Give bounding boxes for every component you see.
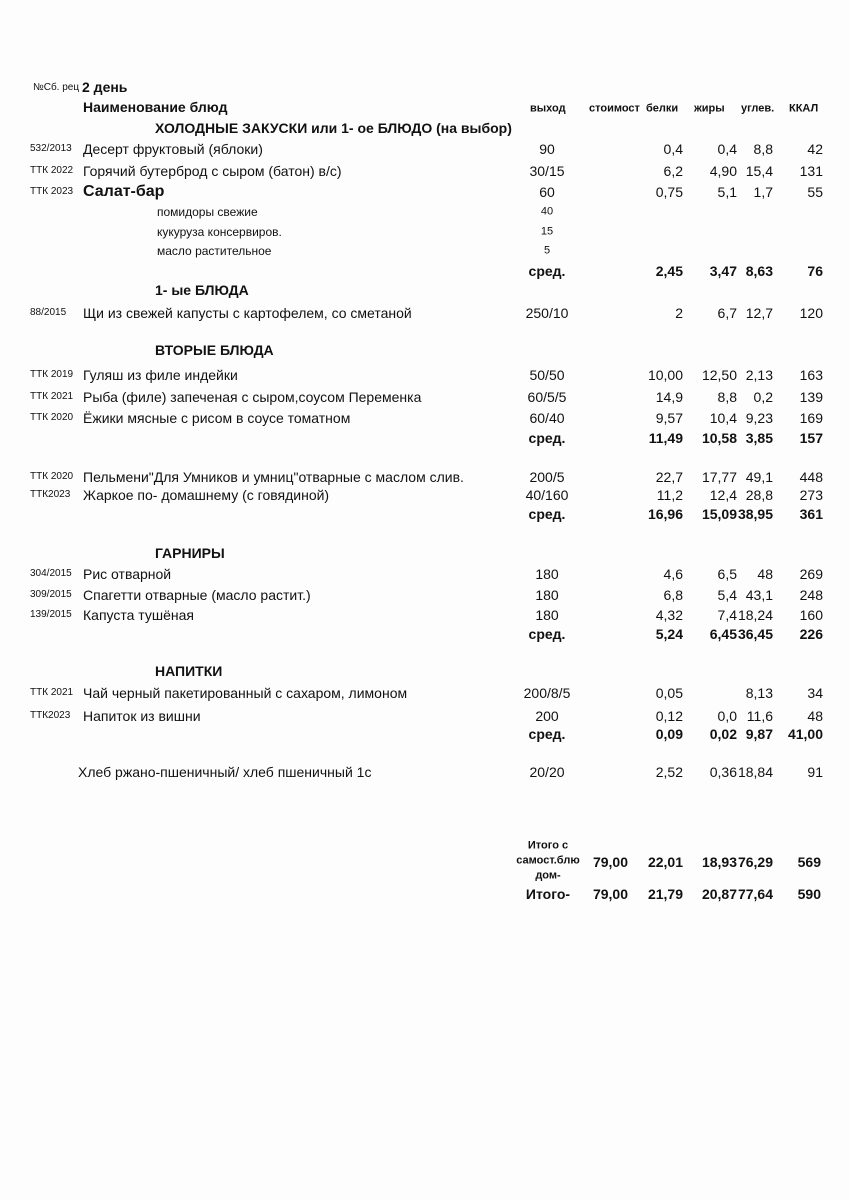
carbs-value: 8,13 (745, 685, 773, 701)
kcal-value: 76 (807, 263, 823, 279)
fat-value: 4,90 (709, 163, 737, 179)
fat-value: 17,77 (701, 469, 737, 485)
dish-name: Гуляш из филе индейки (83, 367, 238, 383)
protein-value: 16,96 (647, 506, 683, 522)
output-value: сред. (528, 430, 566, 446)
dish-name: Рыба (филе) запеченая с сыром,соусом Переменка (83, 389, 422, 405)
recipe-code: ТТК 2021 (30, 391, 74, 402)
output-value: 180 (535, 587, 559, 603)
output-value: 15 (540, 225, 554, 238)
carbs-value: 48 (757, 566, 773, 582)
total-kcal: 569 (797, 854, 821, 870)
output-value: 30/15 (529, 163, 565, 179)
kcal-value: 226 (799, 626, 823, 642)
protein-value: 6,8 (663, 587, 683, 603)
carbs-value: 18,84 (737, 764, 773, 780)
protein-value: 0,75 (655, 184, 683, 200)
column-header-cost: стоимост (589, 102, 640, 115)
fat-value: 15,09 (701, 506, 737, 522)
output-value: сред. (528, 626, 566, 642)
column-header-name: Наименование блюд (83, 99, 228, 115)
section-heading: 1- ые БЛЮДА (155, 282, 249, 298)
dish-name: Ёжики мясные с рисом в соусе томатном (83, 410, 351, 426)
carbs-value: 2,13 (745, 367, 773, 383)
protein-value: 0,12 (655, 708, 683, 724)
total-label-line: самост.блю (516, 854, 580, 867)
grand-total-kcal: 590 (797, 886, 821, 902)
carbs-value: 36,45 (737, 626, 773, 642)
protein-value: 22,7 (655, 469, 683, 485)
recipe-code: ТТК 2019 (30, 369, 74, 380)
recipe-code: 532/2013 (30, 143, 72, 154)
output-value: 60 (539, 184, 555, 200)
kcal-value: 120 (799, 305, 823, 321)
fat-value: 10,4 (709, 410, 737, 426)
protein-value: 14,9 (655, 389, 683, 405)
carbs-value: 38,95 (737, 506, 773, 522)
carbs-value: 11,6 (746, 708, 773, 724)
dish-name: Жаркое по- домашнему (с говядиной) (83, 487, 330, 503)
section-heading: ВТОРЫЕ БЛЮДА (155, 342, 274, 358)
kcal-value: 131 (799, 163, 823, 179)
recipe-code: ТТК 2021 (30, 687, 74, 698)
fat-value: 10,58 (701, 430, 737, 446)
column-header-carbs: углев. (741, 102, 775, 115)
dish-name: Спагетти отварные (масло растит.) (83, 587, 311, 603)
output-value: 5 (543, 244, 551, 257)
kcal-value: 163 (799, 367, 823, 383)
recipe-code: 304/2015 (30, 568, 72, 579)
kcal-value: 160 (799, 607, 823, 623)
carbs-value: 1,7 (753, 184, 773, 200)
recipe-code: ТТК2023 (30, 710, 71, 721)
ingredient-name: помидоры свежие (157, 205, 258, 219)
fat-value: 12,4 (709, 487, 737, 503)
carbs-value: 43,1 (745, 587, 773, 603)
carbs-value: 12,7 (745, 305, 773, 321)
output-value: сред. (528, 263, 566, 279)
protein-value: 4,32 (655, 607, 683, 623)
fat-value: 0,36 (709, 764, 737, 780)
output-value: 200/5 (529, 469, 565, 485)
dish-name: Горячий бутерброд с сыром (батон) в/с) (83, 163, 342, 179)
output-value: 40 (540, 205, 554, 218)
fat-value: 0,4 (717, 141, 737, 157)
dish-name: Пельмени"Для Умников и умниц"отварные с маслом слив. (83, 469, 464, 485)
protein-value: 0,4 (663, 141, 683, 157)
output-value: 250/10 (525, 305, 569, 321)
total-cost: 79,00 (592, 854, 628, 870)
fat-value: 3,47 (709, 263, 737, 279)
protein-value: 0,09 (655, 726, 683, 742)
kcal-value: 41,00 (787, 726, 823, 742)
carbs-value: 3,85 (745, 430, 773, 446)
ingredient-name: масло растительное (157, 244, 272, 258)
column-header-protein: белки (646, 102, 679, 115)
recipe-code: ТТК 2023 (30, 186, 74, 197)
fat-value: 7,4 (717, 607, 737, 623)
carbs-value: 15,4 (745, 163, 773, 179)
carbs-value: 49,1 (745, 469, 773, 485)
protein-value: 0,05 (655, 685, 683, 701)
recipe-code: 88/2015 (30, 307, 67, 318)
column-header-fat: жиры (694, 102, 725, 115)
output-value: сред. (528, 726, 566, 742)
kcal-value: 157 (799, 430, 823, 446)
grand-total-carbs: 77,64 (737, 886, 773, 902)
output-value: 60/40 (529, 410, 565, 426)
carbs-value: 8,63 (745, 263, 773, 279)
total-protein: 22,01 (647, 854, 683, 870)
output-value: сред. (528, 506, 566, 522)
kcal-value: 169 (799, 410, 823, 426)
recipe-code: 309/2015 (30, 589, 72, 600)
dish-name: Щи из свежей капусты с картофелем, со сметаной (83, 305, 412, 321)
dish-name: Рис отварной (83, 566, 172, 582)
carbs-value: 9,23 (745, 410, 773, 426)
protein-value: 6,2 (663, 163, 683, 179)
output-value: 200 (535, 708, 559, 724)
total-label-line: Итого с (527, 839, 569, 852)
fat-value: 12,50 (701, 367, 737, 383)
dish-name: Десерт фруктовый (яблоки) (83, 141, 263, 157)
section-heading: ХОЛОДНЫЕ ЗАКУСКИ или 1- ое БЛЮДО (на выбор) (155, 120, 512, 136)
kcal-value: 273 (799, 487, 823, 503)
grand-total-fat: 20,87 (701, 886, 737, 902)
recipe-code: ТТК2023 (30, 489, 71, 500)
output-value: 180 (535, 566, 559, 582)
output-value: 90 (539, 141, 555, 157)
fat-value: 8,8 (717, 389, 737, 405)
column-header-output: выход (530, 102, 566, 115)
carbs-value: 9,87 (745, 726, 773, 742)
carbs-value: 8,8 (753, 141, 773, 157)
kcal-value: 55 (807, 184, 823, 200)
kcal-value: 139 (799, 389, 823, 405)
kcal-value: 269 (799, 566, 823, 582)
output-value: 180 (535, 607, 559, 623)
dish-name: Напиток из вишни (83, 708, 201, 724)
fat-value: 5,4 (717, 587, 737, 603)
kcal-value: 42 (807, 141, 823, 157)
day-title: 2 день (82, 79, 128, 95)
section-heading: ГАРНИРЫ (155, 545, 225, 561)
protein-value: 9,57 (655, 410, 683, 426)
fat-value: 6,45 (709, 626, 737, 642)
output-value: 50/50 (529, 367, 565, 383)
output-value: 40/160 (525, 487, 569, 503)
protein-value: 2,45 (655, 263, 683, 279)
grand-total-label: Итого- (525, 886, 571, 902)
protein-value: 10,00 (647, 367, 683, 383)
kcal-value: 48 (807, 708, 823, 724)
protein-value: 2 (675, 305, 683, 321)
protein-value: 5,24 (655, 626, 683, 642)
kcal-value: 34 (807, 685, 823, 701)
recipe-code: ТТК 2020 (30, 412, 74, 423)
dish-name: Хлеб ржано-пшеничный/ хлеб пшеничный 1с (78, 764, 372, 780)
column-header-kcal: ККАЛ (789, 102, 819, 115)
protein-value: 11,49 (648, 430, 683, 446)
dish-name: Салат-бар (83, 183, 165, 200)
output-value: 200/8/5 (523, 685, 571, 701)
ingredient-name: кукуруза консервиров. (157, 225, 282, 239)
kcal-value: 361 (799, 506, 823, 522)
grand-total-protein: 21,79 (647, 886, 683, 902)
recipe-code: 139/2015 (30, 609, 72, 620)
fat-value: 6,7 (717, 305, 737, 321)
total-fat: 18,93 (701, 854, 737, 870)
kcal-value: 448 (799, 469, 823, 485)
recipe-code: ТТК 2022 (30, 165, 74, 176)
fat-value: 5,1 (717, 184, 737, 200)
recipe-number-label: №Сб. рец (33, 82, 80, 93)
carbs-value: 28,8 (745, 487, 773, 503)
recipe-code: ТТК 2020 (30, 471, 74, 482)
protein-value: 2,52 (655, 764, 683, 780)
fat-value: 0,0 (717, 708, 737, 724)
carbs-value: 0,2 (753, 389, 773, 405)
total-label-line: дом- (535, 869, 561, 882)
fat-value: 0,02 (709, 726, 737, 742)
section-heading: НАПИТКИ (155, 663, 223, 679)
dish-name: Капуста тушёная (83, 607, 194, 623)
protein-value: 11,2 (656, 487, 683, 503)
total-carbs: 76,29 (737, 854, 773, 870)
fat-value: 6,5 (717, 566, 737, 582)
kcal-value: 91 (807, 764, 823, 780)
grand-total-cost: 79,00 (592, 886, 628, 902)
dish-name: Чай черный пакетированный с сахаром, лимоном (83, 685, 408, 701)
carbs-value: 18,24 (737, 607, 773, 623)
output-value: 60/5/5 (527, 389, 567, 405)
output-value: 20/20 (529, 764, 565, 780)
protein-value: 4,6 (663, 566, 683, 582)
kcal-value: 248 (799, 587, 823, 603)
